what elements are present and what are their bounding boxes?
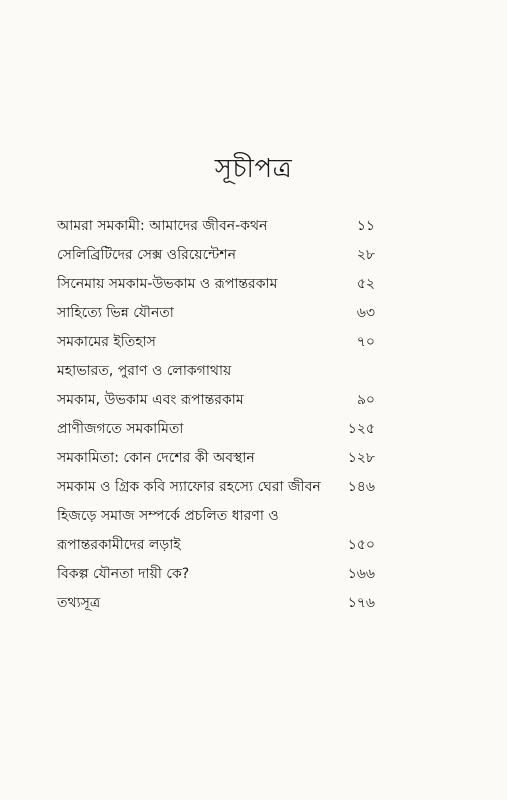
toc-entry-title-line: সমকামের ইতিহাস [57,334,156,350]
toc-entry-page-number: ৬৩ [356,305,375,321]
toc-entry-page-number: ৫২ [356,276,375,292]
toc-entry [57,415,375,444]
toc-entry [57,328,375,357]
toc-entry-page-number: ১৪৬ [347,479,375,495]
toc-entry-title-line: রূপান্তরকামীদের লড়াই [57,537,181,553]
toc-entry-page-number: ১২৮ [347,450,375,466]
toc-entry-title [57,212,267,241]
toc-entry-title-line: বিকল্প যৌনতা দায়ী কে? [57,566,190,582]
toc-entry-title [57,299,174,328]
toc-entry-title [57,589,100,618]
toc-entry-title-line: আমরা সমকামী: আমাদের জীবন-কথন [57,218,268,234]
toc-entry-title-line: তথ্যসূত্র [57,595,101,611]
toc-entry-page-number: ১১ [356,218,375,234]
toc-entry-page-number: ২৮ [356,247,375,263]
toc-entry [57,473,375,502]
toc-entry-title [57,502,279,560]
toc-entry [57,270,375,299]
toc-entry-title-line: হিজড়ে সমাজ সম্পর্কে প্রচলিত ধারণা ও [57,508,279,524]
table-of-contents [57,212,375,618]
toc-entry-title [57,357,244,415]
toc-entry-page-number: ১৫০ [347,537,375,553]
page-title: সূচীপত্র [214,154,293,184]
toc-entry-title-line: সিনেমায় সমকাম-উভকাম ও রূপান্তরকাম [57,276,278,292]
toc-entry-title-line: সাহিত্যে ভিন্ন যৌনতা [57,305,174,321]
toc-entry [57,241,375,270]
toc-entry-title [57,473,321,502]
toc-entry-title-line: সমকাম, উভকাম এবং রূপান্তরকাম [57,392,244,408]
toc-entry [57,444,375,473]
toc-entry-title [57,415,183,444]
toc-entry-title [57,270,277,299]
toc-entry-title [57,444,255,473]
toc-entry-page-number: ৯০ [356,392,375,408]
toc-entry-title [57,328,156,357]
toc-entry-page-number: ৭০ [356,334,375,350]
toc-entry [57,560,375,589]
toc-entry-title-line: মহাভারত, পুরাণ ও লোকগাথায় [57,363,232,379]
toc-entry [57,357,375,415]
toc-entry-title [57,241,236,270]
toc-entry-title-line: প্রাণীজগতে সমকামিতা [57,421,184,437]
toc-entry [57,212,375,241]
toc-entry-page-number: ১২৫ [347,421,375,437]
toc-entry-title-line: সমকাম ও গ্রিক কবি স্যাফোর রহস্যে ঘেরা জীবন [57,479,321,495]
toc-entry [57,502,375,560]
toc-entry [57,299,375,328]
toc-entry-page-number: ১৬৬ [347,566,375,582]
toc-entry-title [57,560,189,589]
toc-entry [57,589,375,618]
toc-entry-title-line: সমকামিতা: কোন দেশের কী অবস্থান [57,450,255,466]
toc-entry-title-line: সেলিব্রিটিদের সেক্স ওরিয়েন্টেশন [57,247,236,263]
toc-entry-page-number: ১৭৬ [347,595,375,611]
